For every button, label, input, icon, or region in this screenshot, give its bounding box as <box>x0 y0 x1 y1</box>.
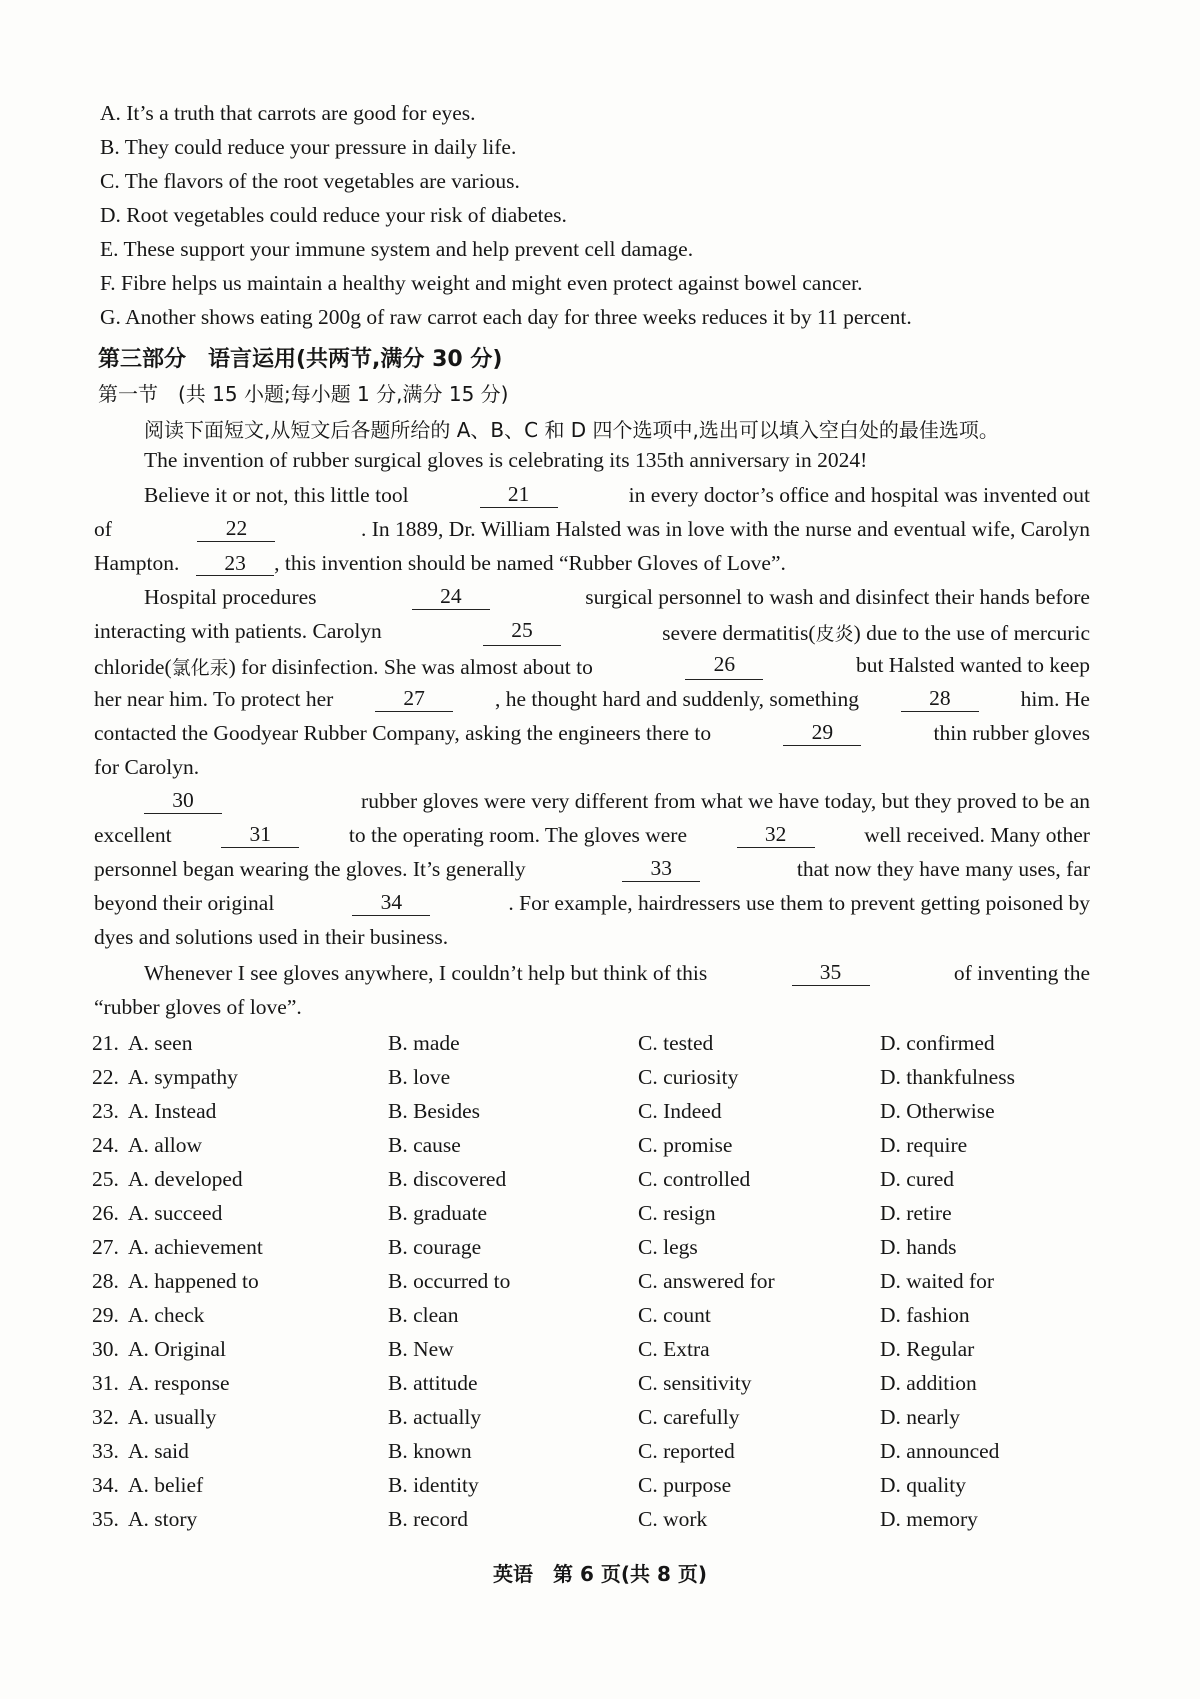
choice-d: D. confirmed <box>880 1031 995 1055</box>
choice-a: A. achievement <box>128 1235 263 1259</box>
choice-b: B. known <box>388 1439 472 1463</box>
choice-a: A. happened to <box>128 1269 259 1293</box>
choice-c: C. tested <box>638 1031 714 1055</box>
passage-text: . For example, hairdressers use them to prevent getting poisoned by <box>508 891 1090 915</box>
blank-34: 34 <box>352 891 430 916</box>
instructions: 阅读下面短文,从短文后各题所给的 A、B、C 和 D 四个选项中,选出可以填入空白处的最佳选项。 <box>144 418 999 442</box>
passage-text: excellent <box>94 823 172 847</box>
question-number: 29. <box>92 1303 119 1327</box>
choice-b: B. attitude <box>388 1371 478 1395</box>
choice-c: C. purpose <box>638 1473 732 1497</box>
question-number: 25. <box>92 1167 119 1191</box>
section-title: 第一节 (共 15 小题;每小题 1 分,满分 15 分) <box>98 382 509 406</box>
choice-a: A. seen <box>128 1031 193 1055</box>
choice-c: C. resign <box>638 1201 716 1225</box>
choice-d: D. require <box>880 1133 968 1157</box>
passage-line <box>94 721 1090 746</box>
passage-line: “rubber gloves of love”. <box>94 995 302 1019</box>
passage-line <box>94 653 1090 680</box>
blank-26: 26 <box>685 653 763 680</box>
passage-line: for Carolyn. <box>94 755 200 779</box>
blank-31: 31 <box>221 823 299 848</box>
passage-text: , he thought hard and suddenly, something <box>494 687 860 711</box>
blank-29: 29 <box>783 721 861 746</box>
passage-text: interacting with patients. Carolyn <box>94 619 382 643</box>
passage-text: , this invention should be named “Rubber Gloves of Love”. <box>274 551 786 575</box>
passage-text: of <box>94 517 112 541</box>
choice-b: B. occurred to <box>388 1269 511 1293</box>
passage-text: well received. Many other <box>864 823 1090 847</box>
passage-line <box>144 483 1090 508</box>
passage-text: thin rubber gloves <box>933 721 1090 745</box>
choice-b: B. discovered <box>388 1167 507 1191</box>
passage-line <box>94 619 1090 646</box>
option-line: G. Another shows eating 200g of raw carrot each day for three weeks reduces it by 11 percent. <box>100 305 912 329</box>
choice-c: C. controlled <box>638 1167 751 1191</box>
choice-c: C. reported <box>638 1439 735 1463</box>
passage-line <box>94 857 1090 882</box>
choice-d: D. retire <box>880 1201 952 1225</box>
part-title: 第三部分 语言运用(共两节,满分 30 分) <box>98 347 503 372</box>
choice-a: A. allow <box>128 1133 203 1157</box>
passage-text: Believe it or not, this little tool <box>144 483 409 507</box>
choice-b: B. record <box>388 1507 468 1531</box>
choice-c: C. work <box>638 1507 708 1531</box>
choice-b: B. actually <box>388 1405 482 1429</box>
blank-28: 28 <box>901 687 979 712</box>
choice-c: C. Extra <box>638 1337 710 1361</box>
choice-d: D. Regular <box>880 1337 975 1361</box>
blank-24: 24 <box>412 585 490 610</box>
question-number: 22. <box>92 1065 119 1089</box>
choice-c: C. legs <box>638 1235 698 1259</box>
choice-c: C. answered for <box>638 1269 775 1293</box>
choice-d: D. hands <box>880 1235 957 1259</box>
choice-b: B. graduate <box>388 1201 488 1225</box>
blank-23: 23 <box>196 552 274 576</box>
blank-33: 33 <box>622 857 700 882</box>
passage-title-line: The invention of rubber surgical gloves is celebrating its 135th anniversary in 2024! <box>144 448 868 472</box>
passage-line <box>94 517 1090 542</box>
question-number: 31. <box>92 1371 119 1395</box>
passage-line <box>94 823 1090 848</box>
passage-text: in every doctor’s office and hospital was invented out <box>628 483 1090 507</box>
question-number: 34. <box>92 1473 119 1497</box>
blank-21: 21 <box>480 483 558 508</box>
blank-30: 30 <box>144 789 222 814</box>
passage-line <box>144 585 1090 610</box>
choice-c: C. Indeed <box>638 1099 722 1123</box>
page-footer: 英语 第 6 页(共 8 页) <box>493 1562 707 1586</box>
choice-b: B. made <box>388 1031 460 1055</box>
passage-text: ) due to the use of mercuric <box>853 621 1090 645</box>
question-number: 32. <box>92 1405 119 1429</box>
choice-b: B. Besides <box>388 1099 480 1123</box>
passage-line <box>144 789 1090 814</box>
choice-d: D. cured <box>880 1167 955 1191</box>
passage-text: ) for disinfection. She was almost about to <box>228 655 593 679</box>
choice-a: A. Original <box>128 1337 226 1361</box>
choice-a: A. Instead <box>128 1099 217 1123</box>
chinese-gloss: 皮炎 <box>815 623 854 645</box>
passage-line: dyes and solutions used in their business. <box>94 925 449 949</box>
passage-text: contacted the Goodyear Rubber Company, asking the engineers there to <box>94 721 712 745</box>
choice-b: B. identity <box>388 1473 479 1497</box>
passage-text: but Halsted wanted to keep <box>855 653 1090 677</box>
choice-a: A. sympathy <box>128 1065 238 1089</box>
option-line: B. They could reduce your pressure in daily life. <box>100 135 517 159</box>
choice-d: D. announced <box>880 1439 1000 1463</box>
question-number: 27. <box>92 1235 119 1259</box>
choice-c: C. promise <box>638 1133 733 1157</box>
choice-b: B. courage <box>388 1235 482 1259</box>
choice-d: D. quality <box>880 1473 966 1497</box>
passage-text: personnel began wearing the gloves. It’s generally <box>94 857 526 881</box>
question-number: 33. <box>92 1439 119 1463</box>
choice-a: A. usually <box>128 1405 217 1429</box>
choice-d: D. fashion <box>880 1303 970 1327</box>
passage-text: her near him. To protect her <box>94 687 334 711</box>
choice-d: D. memory <box>880 1507 978 1531</box>
chinese-gloss: 氯化汞 <box>171 657 229 679</box>
choice-a: A. story <box>128 1507 198 1531</box>
passage-text: of inventing the <box>953 961 1090 985</box>
blank-25: 25 <box>483 619 561 646</box>
choice-b: B. New <box>388 1337 454 1361</box>
blank-27: 27 <box>375 687 453 712</box>
passage-text: Hospital procedures <box>144 585 317 609</box>
passage-text: rubber gloves were very different from what we have today, but they proved to be an <box>361 789 1090 813</box>
passage-text: . In 1889, Dr. William Halsted was in love with the nurse and eventual wife, Carolyn <box>361 517 1090 541</box>
passage-text: to the operating room. The gloves were <box>348 823 688 847</box>
choice-c: C. curiosity <box>638 1065 739 1089</box>
question-number: 21. <box>92 1031 119 1055</box>
question-number: 35. <box>92 1507 119 1531</box>
choice-b: B. clean <box>388 1303 459 1327</box>
choice-d: D. addition <box>880 1371 977 1395</box>
question-number: 24. <box>92 1133 119 1157</box>
passage-text: surgical personnel to wash and disinfect their hands before <box>585 585 1090 609</box>
passage-text: Hampton. <box>94 551 180 575</box>
question-number: 30. <box>92 1337 119 1361</box>
option-line: F. Fibre helps us maintain a healthy weight and might even protect against bowel cancer. <box>100 271 863 295</box>
blank-22: 22 <box>197 517 275 542</box>
passage-line <box>94 891 1090 916</box>
passage-text: chloride( <box>94 655 172 679</box>
passage-text: him. He <box>1020 687 1090 711</box>
choice-a: A. belief <box>128 1473 204 1497</box>
passage-line <box>94 551 786 576</box>
blank-32: 32 <box>737 823 815 848</box>
option-line: E. These support your immune system and help prevent cell damage. <box>100 237 694 261</box>
choice-c: C. count <box>638 1303 711 1327</box>
passage-text: beyond their original <box>94 891 275 915</box>
choice-c: C. sensitivity <box>638 1371 752 1395</box>
choice-c: C. carefully <box>638 1405 740 1429</box>
choice-d: D. thankfulness <box>880 1065 1015 1089</box>
option-line: D. Root vegetables could reduce your risk of diabetes. <box>100 203 567 227</box>
choice-a: A. developed <box>128 1167 243 1191</box>
choice-d: D. Otherwise <box>880 1099 995 1123</box>
question-number: 28. <box>92 1269 119 1293</box>
choice-d: D. nearly <box>880 1405 960 1429</box>
choice-b: B. love <box>388 1065 451 1089</box>
choice-b: B. cause <box>388 1133 461 1157</box>
passage-line <box>94 687 1090 712</box>
choice-a: A. succeed <box>128 1201 223 1225</box>
choice-a: A. said <box>128 1439 189 1463</box>
passage-text: severe dermatitis( <box>662 621 816 645</box>
question-number: 23. <box>92 1099 119 1123</box>
choice-a: A. check <box>128 1303 205 1327</box>
blank-35: 35 <box>792 961 870 986</box>
passage-text: Whenever I see gloves anywhere, I couldn’t help but think of this <box>144 961 708 985</box>
choice-d: D. waited for <box>880 1269 995 1293</box>
option-line: C. The flavors of the root vegetables are various. <box>100 169 520 193</box>
passage-line <box>144 961 1090 986</box>
passage-text: that now they have many uses, far <box>796 857 1090 881</box>
question-number: 26. <box>92 1201 119 1225</box>
choice-a: A. response <box>128 1371 230 1395</box>
option-line: A. It’s a truth that carrots are good for eyes. <box>100 101 476 125</box>
